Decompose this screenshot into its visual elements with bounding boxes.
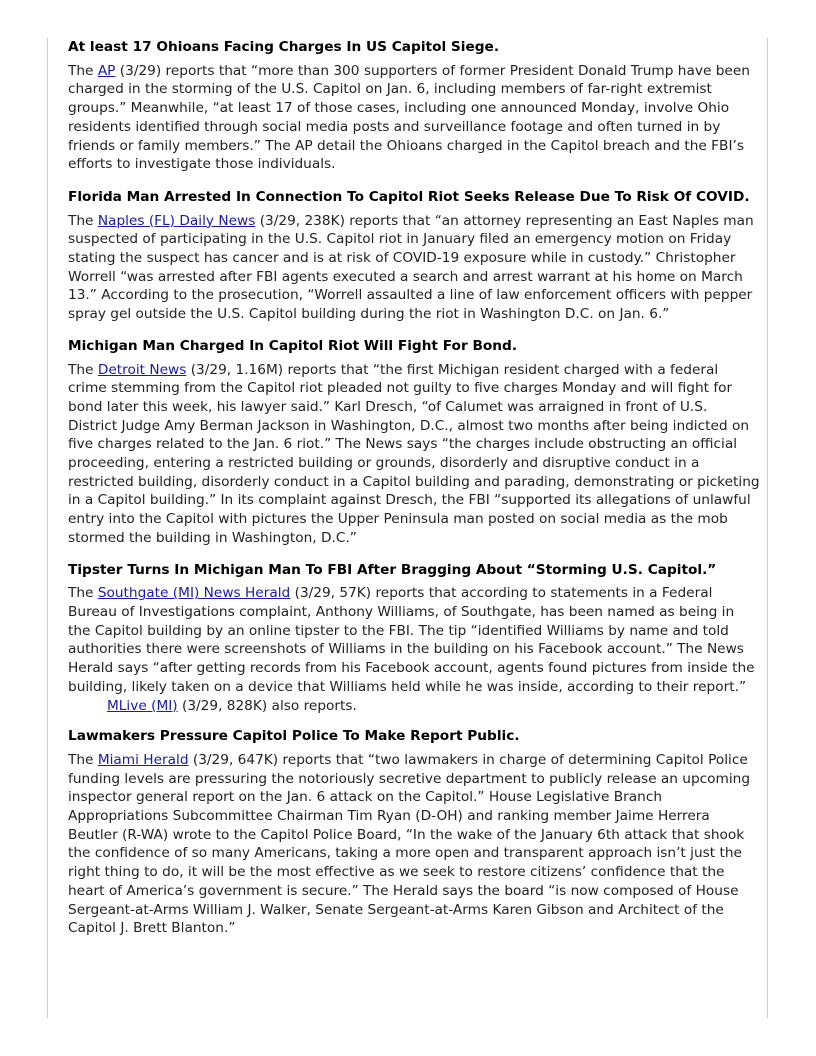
source-link-miami-herald[interactable]: Miami Herald <box>97 751 189 768</box>
article-headline: Tipster Turns In Michigan Man To FBI After Bragging About “Storming U.S. Capitol.” <box>68 561 717 578</box>
article-tipster-michigan <box>68 561 760 716</box>
source-link-detroit-news[interactable]: Detroit News <box>97 361 187 378</box>
article-body: The Detroit News (3/29, 1.16M) reports that “the first Michigan resident charged with a federal crime stemming from the Capitol riot pleaded not guilty to five charges Monday and will fight for bond later this week, his lawyer said.” Karl Dresch, “of Calumet was arraigned in front of U.S. District Judge Amy Berman Jackson in Washington, D.C., almost two months after being indicted on five charges related to the Jan. 6 riot.” The News says “the charges include obstructing an official proceeding, entering a restricted building or grounds, disorderly and disruptive conduct in a restricted building, disorderly conduct in a Capitol building and parading, demonstrating or picketing in a Capitol building.” In its complaint against Dresch, the FBI “supported its allegations of unlawful entry into the Capitol with pictures the Upper Peninsula man posted on social media as the mob stormed the building in Washington, D.C.” <box>68 361 760 546</box>
article-headline: At least 17 Ohioans Facing Charges In US Capitol Siege. <box>68 39 500 55</box>
article-florida-man <box>68 188 760 324</box>
article-headline: Florida Man Arrested In Connection To Capitol Riot Seeks Release Due To Risk Of COVID. <box>68 188 750 205</box>
source-link-naples-daily-news[interactable]: Naples (FL) Daily News <box>97 212 256 229</box>
article-body: The Miami Herald (3/29, 647K) reports that “two lawmakers in charge of determining Capitol Police funding levels are pressuring the notoriously secretive department to publicly release an upcoming inspector general report on the Jan. 6 attack on the Capitol.” House Legislative Branch Appropriations Subcommittee Chairman Tim Ryan (D-OH) and ranking member Jaime Herrera Beutler (R-WA) wrote to the Capitol Police Board, “In the wake of the January 6th attack that shook the confidence of so many Americans, taking a more open and transparent approach isn’t just the right thing to do, it will be the most effective as we seek to restore citizens’ confidence that the heart of America’s government is secure.” The Herald says the board “is now composed of House Sergeant-at-Arms William J. Walker, Senate Sergeant-at-Arms Karen Gibson and Architect of the Capitol J. Brett Blanton.” <box>68 751 751 937</box>
source-link-ap[interactable]: AP <box>97 62 116 79</box>
source-link-southgate-news-herald[interactable]: Southgate (MI) News Herald <box>97 585 291 602</box>
article-body: The Naples (FL) Daily News (3/29, 238K) reports that “an attorney representing an East Naples man suspected of participating in the U.S. Capitol riot in January filed an emergency motion on Friday stating the suspect has cancer and is at risk of COVID-19 exposure while in custody.” Christopher Worrell “was arrested after FBI agents executed a search and arrest warrant at his home on March 13.” According to the prosecution, “Worrell assaulted a line of law enforcement officers with pepper spray gel outside the U.S. Capitol building during the riot in Washington D.C. on Jan. 6.” <box>68 212 754 323</box>
right-border-line <box>767 38 768 1018</box>
news-content <box>68 38 760 938</box>
article-headline: Lawmakers Pressure Capitol Police To Make Report Public. <box>68 728 520 745</box>
article-capitol-police-report <box>68 727 760 938</box>
article-body: The Southgate (MI) News Herald (3/29, 57K) reports that according to statements in a Federal Bureau of Investigations complaint, Anthony Williams, of Southgate, has been named as being in the Capitol building by an online tipster to the FBI. The tip “identified Williams by name and told authorities there were screenshots of Williams in the building on his Facebook account.” The News Herald says “after getting records from his Facebook account, agents found pictures from inside the building, likely taken on a device that Williams held while he was inside, according to their report.” <box>68 585 755 695</box>
also-reports-line: MLive (MI) (3/29, 828K) also reports. <box>107 697 357 714</box>
source-link-mlive[interactable]: MLive (MI) <box>107 697 178 714</box>
left-border-line <box>47 38 48 1018</box>
article-headline: Michigan Man Charged In Capitol Riot Will Fight For Bond. <box>68 337 518 354</box>
article-ohioans-charges <box>68 38 760 174</box>
article-body: The AP (3/29) reports that “more than 300 supporters of former President Donald Trump have been charged in the storming of the U.S. Capitol on Jan. 6, including members of far-right extremist groups.” Meanwhile, “at least 17 of those cases, including one announced Monday, involve Ohio residents identified through social media posts and surveillance footage and often turned in by friends or family members.” The AP detail the Ohioans charged in the Capitol breach and the FBI’s efforts to investigate those individuals. <box>68 62 750 173</box>
article-michigan-man-bond <box>68 337 760 548</box>
